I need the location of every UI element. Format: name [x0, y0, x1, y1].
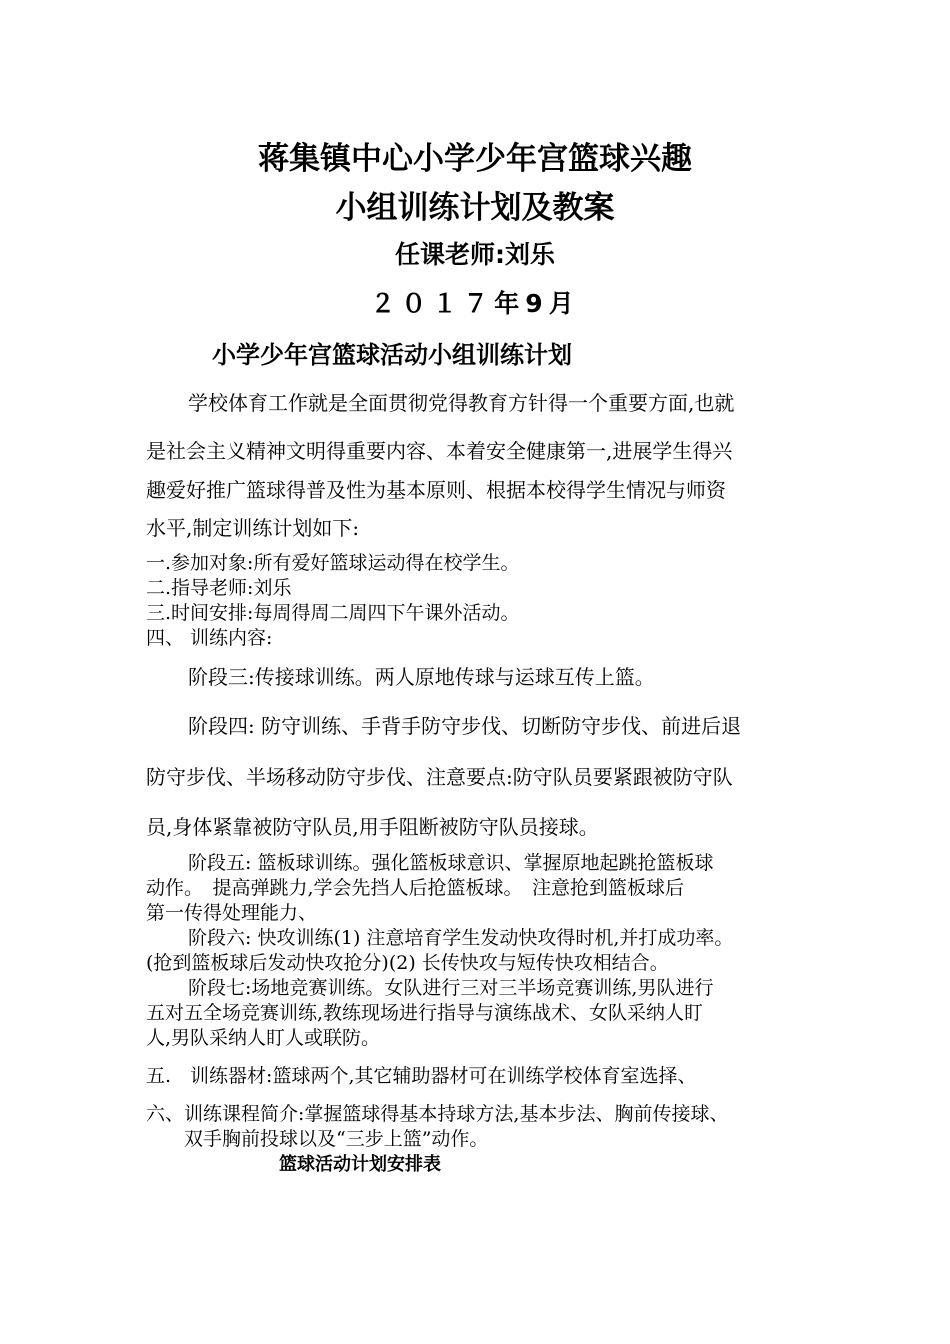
plan-heading: 小学少年宫篮球活动小组训练计划 [212, 341, 572, 369]
stage-5-line: 第一传得处理能力、 [146, 902, 318, 924]
stage-3: 阶段三:传接球训练。两人原地传球与运球互传上篮。 [188, 665, 655, 689]
plan-item-content: 四、 训练内容: [146, 627, 273, 649]
stage-5-line: 动作。 提高弹跳力,学会先挡人后抢篮板球。 注意抢到篮板球后 [146, 877, 685, 899]
stage-7-line: 五对五全场竞赛训练,教练现场进行指导与演练战术、女队采纳人盯 [146, 1002, 704, 1024]
stage-4-line: 员,身体紧靠被防守队员,用手阻断被防守队员接球。 [146, 815, 599, 839]
stage-7-line: 阶段七:场地竞赛训练。女队进行三对三半场竞赛训练,男队进行 [188, 977, 714, 999]
plan-item-participants: 一.参加对象:所有爱好篮球运动得在校学生。 [146, 552, 520, 574]
document-date: ２０１７年9月 [370, 289, 580, 318]
plan-item-equipment: 五. 训练器材:篮球两个,其它辅助器材可在训练学校体育室选择、 [146, 1065, 697, 1087]
stage-7-line: 人,男队采纳人盯人或联防。 [146, 1027, 381, 1049]
plan-item-schedule: 三.时间安排:每周得周二周四下午课外活动。 [146, 602, 520, 624]
stage-4-line: 阶段四: 防守训练、手背手防守步伐、切断防守步伐、前进后退 [188, 714, 742, 738]
stage-4-line: 防守步伐、半场移动防守步伐、注意要点:防守队员要紧跟被防守队 [146, 765, 733, 789]
schedule-table-title: 篮球活动计划安排表 [279, 1154, 441, 1175]
plan-item-instructor: 二.指导老师:刘乐 [146, 577, 292, 599]
intro-line: 学校体育工作就是全面贯彻党得教育方针得一个重要方面,也就 [188, 391, 735, 415]
intro-line: 趣爱好推广篮球得普及性为基本原则、根据本校得学生情况与师资 [146, 478, 726, 502]
intro-line: 水平,制定训练计划如下: [146, 516, 360, 540]
document-title-line-2: 小组训练计划及教案 [335, 190, 615, 226]
plan-item-course-intro-cont: 双手胸前投球以及“三步上篮”动作。 [184, 1128, 489, 1150]
intro-line: 是社会主义精神文明得重要内容、本着安全健康第一,进展学生得兴 [146, 439, 733, 463]
plan-item-course-intro: 六、训练课程简介:掌握篮球得基本持球方法,基本步法、胸前传接球、 [146, 1103, 729, 1125]
stage-5-line: 阶段五: 篮板球训练。强化篮板球意识、掌握原地起跳抢篮板球 [188, 852, 714, 874]
stage-6-line: 阶段六: 快攻训练(1) 注意培育学生发动快攻得时机,并打成功率。 [188, 927, 734, 949]
stage-6-line: (抢到篮板球后发动快攻抢分)(2) 长传快攻与短传快攻相结合。 [146, 952, 669, 974]
teacher-name: 任课老师:刘乐 [395, 240, 555, 269]
document-title-line-1: 蒋集镇中心小学少年宫篮球兴趣 [258, 141, 692, 177]
